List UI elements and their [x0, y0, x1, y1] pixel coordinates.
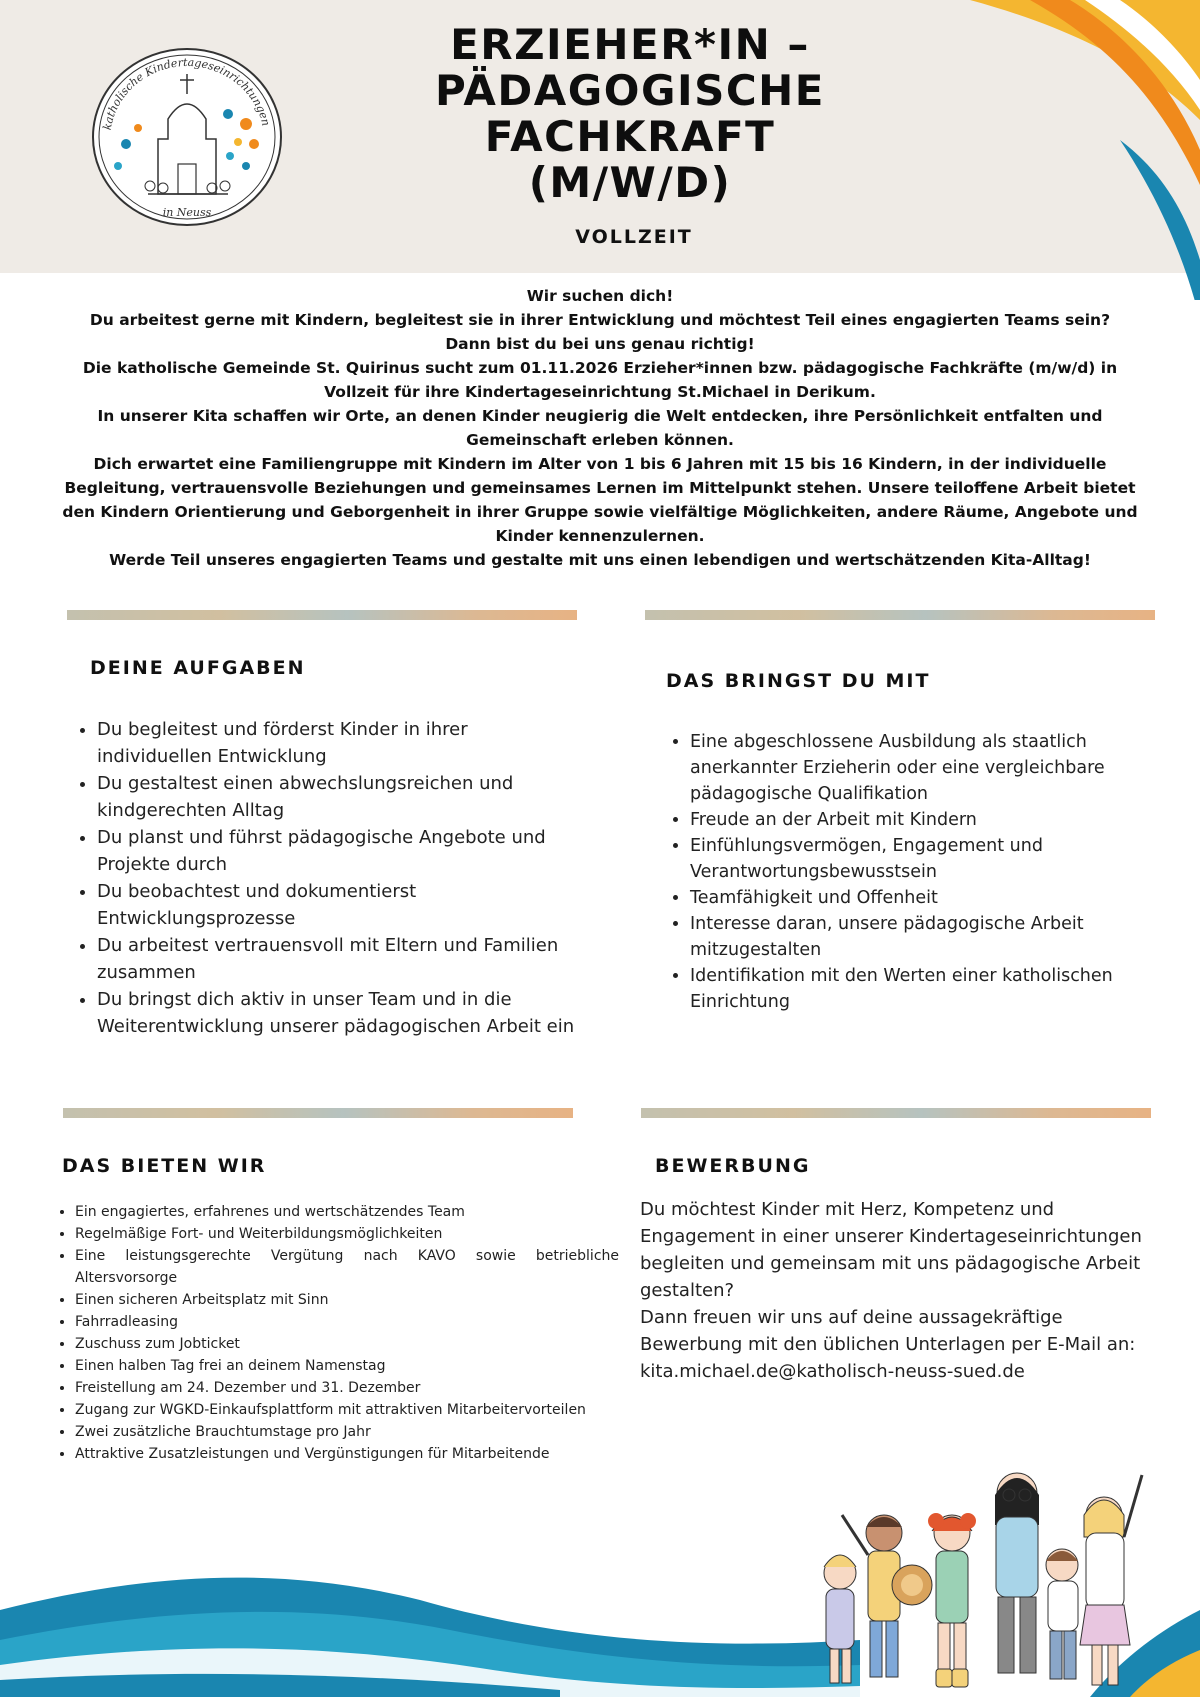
list-item: • Du bringst dich aktiv in unser Team und in die Weiterentwicklung unserer pädagogischen Arbeit ein [97, 986, 587, 1040]
intro-text [60, 284, 1140, 572]
employment-type: VOLLZEIT [575, 226, 693, 248]
list-item: • Einen sicheren Arbeitsplatz mit Sinn [75, 1289, 619, 1311]
title-line-2: PÄDAGOGISCHE [435, 66, 825, 115]
aufgaben-list [67, 716, 587, 1040]
section-title-bieten: DAS BIETEN WIR [62, 1155, 267, 1177]
intro-paragraph: Dich erwartet eine Familiengruppe mit Kindern im Alter von 1 bis 6 Jahren mit 15 bis 16 Kindern, in der individuelle Begleitung, vertrauensvolle Beziehungen und gemeinsames Lernen im Mittelpunkt stehen. Unsere teiloffene Arbeit bietet den Kindern Orientierung und Geborgenheit in ihrer Gruppe sowie vielfältige Möglichkeiten, andere Räume, Angebote und Kinder kennenzulernen. [62, 455, 1138, 545]
section-title-aufgaben: DEINE AUFGABEN [90, 657, 306, 679]
children-illustration [812, 1455, 1144, 1693]
section-title-bewerbung: BEWERBUNG [655, 1155, 811, 1177]
list-item: • Freude an der Arbeit mit Kindern [690, 807, 1160, 833]
bringst-list [660, 729, 1160, 1015]
intro-paragraph: Du arbeitest gerne mit Kindern, begleitest sie in ihrer Entwicklung und möchtest Teil eines engagierten Teams sein? [89, 311, 1111, 329]
title-line-3: FACHKRAFT [484, 112, 776, 161]
list-item: • Du planst und führst pädagogische Angebote und Projekte durch [97, 824, 587, 878]
list-item: • Freistellung am 24. Dezember und 31. Dezember [75, 1377, 619, 1399]
intro-paragraph: Werde Teil unseres engagierten Teams und gestalte mit uns einen lebendigen und wertschätzenden Kita-Alltag! [109, 551, 1091, 569]
intro-paragraph: Die katholische Gemeinde St. Quirinus sucht zum 01.11.2026 Erzieher*innen bzw. pädagogische Fachkräfte (m/w/d) in Vollzeit für ihre Kindertageseinrichtung St.Michael in Derikum. [82, 359, 1118, 401]
list-item: • Du begleitest und förderst Kinder in ihrer individuellen Entwicklung [97, 716, 587, 770]
svg-text:in Neuss: in Neuss [162, 206, 212, 219]
list-item: • Attraktive Zusatzleistungen und Vergünstigungen für Mitarbeitende [75, 1443, 619, 1465]
list-item: • Regelmäßige Fort- und Weiterbildungsmöglichkeiten [75, 1223, 619, 1245]
intro-paragraph: Dann bist du bei uns genau richtig! [445, 335, 755, 353]
list-item: • Zwei zusätzliche Brauchtumstage pro Jahr [75, 1421, 619, 1443]
title-line-1: ERZIEHER*IN – [450, 20, 810, 69]
list-item: • Zugang zur WGKD-Einkaufsplattform mit attraktiven Mitarbeitervorteilen [75, 1399, 619, 1421]
section-divider [641, 1108, 1151, 1118]
list-item: • Du arbeitest vertrauensvoll mit Eltern und Familien zusammen [97, 932, 587, 986]
list-item: • Interesse daran, unsere pädagogische Arbeit mitzugestalten [690, 911, 1160, 963]
intro-paragraph: In unserer Kita schaffen wir Orte, an denen Kinder neugierig die Welt entdecken, ihre Persönlichkeit entfalten und Gemeinschaft erleben können. [97, 407, 1103, 449]
list-item: • Einfühlungsvermögen, Engagement und Verantwortungsbewusstsein [690, 833, 1160, 885]
title-line-4: (M/W/D) [528, 158, 732, 207]
bewerbung-paragraph: Dann freuen wir uns auf deine aussagekräftige Bewerbung mit den üblichen Unterlagen per E-Mail an: [640, 1307, 1136, 1355]
section-divider [67, 610, 577, 620]
email-address[interactable]: kita.michael.de@katholisch-neuss-sued.de [640, 1361, 1025, 1382]
section-title-bringst: DAS BRINGST DU MIT [666, 670, 931, 692]
section-divider [63, 1108, 573, 1118]
list-item: • Identifikation mit den Werten einer katholischen Einrichtung [690, 963, 1160, 1015]
list-item: • Einen halben Tag frei an deinem Namenstag [75, 1355, 619, 1377]
list-item: • Eine leistungsgerechte Vergütung nach KAVO sowie betriebliche Altersvorsorge [75, 1245, 619, 1289]
bewerbung-text [640, 1196, 1160, 1385]
list-item: • Fahrradleasing [75, 1311, 619, 1333]
list-item: • Du beobachtest und dokumentierst Entwicklungsprozesse [97, 878, 587, 932]
intro-paragraph: Wir suchen dich! [526, 287, 674, 305]
list-item: • Du gestaltest einen abwechslungsreichen und kindgerechten Alltag [97, 770, 587, 824]
bewerbung-paragraph: Du möchtest Kinder mit Herz, Kompetenz und Engagement in einer unserer Kindertageseinrichtungen begleiten und gemeinsam mit uns pädagogische Arbeit gestalten? [640, 1199, 1142, 1301]
section-divider [645, 610, 1155, 620]
list-item: • Zuschuss zum Jobticket [75, 1333, 619, 1355]
list-item: • Eine abgeschlossene Ausbildung als staatlich anerkannter Erzieherin oder eine vergleichbare pädagogische Qualifikation [690, 729, 1160, 807]
list-item: • Ein engagiertes, erfahrenes und wertschätzendes Team [75, 1201, 619, 1223]
page-title [0, 22, 1200, 206]
bieten-list [53, 1201, 619, 1465]
svg-text:katholische Kindertageseinrich: katholische Kindertageseinrichtungen [100, 55, 273, 132]
list-item: • Teamfähigkeit und Offenheit [690, 885, 1160, 911]
